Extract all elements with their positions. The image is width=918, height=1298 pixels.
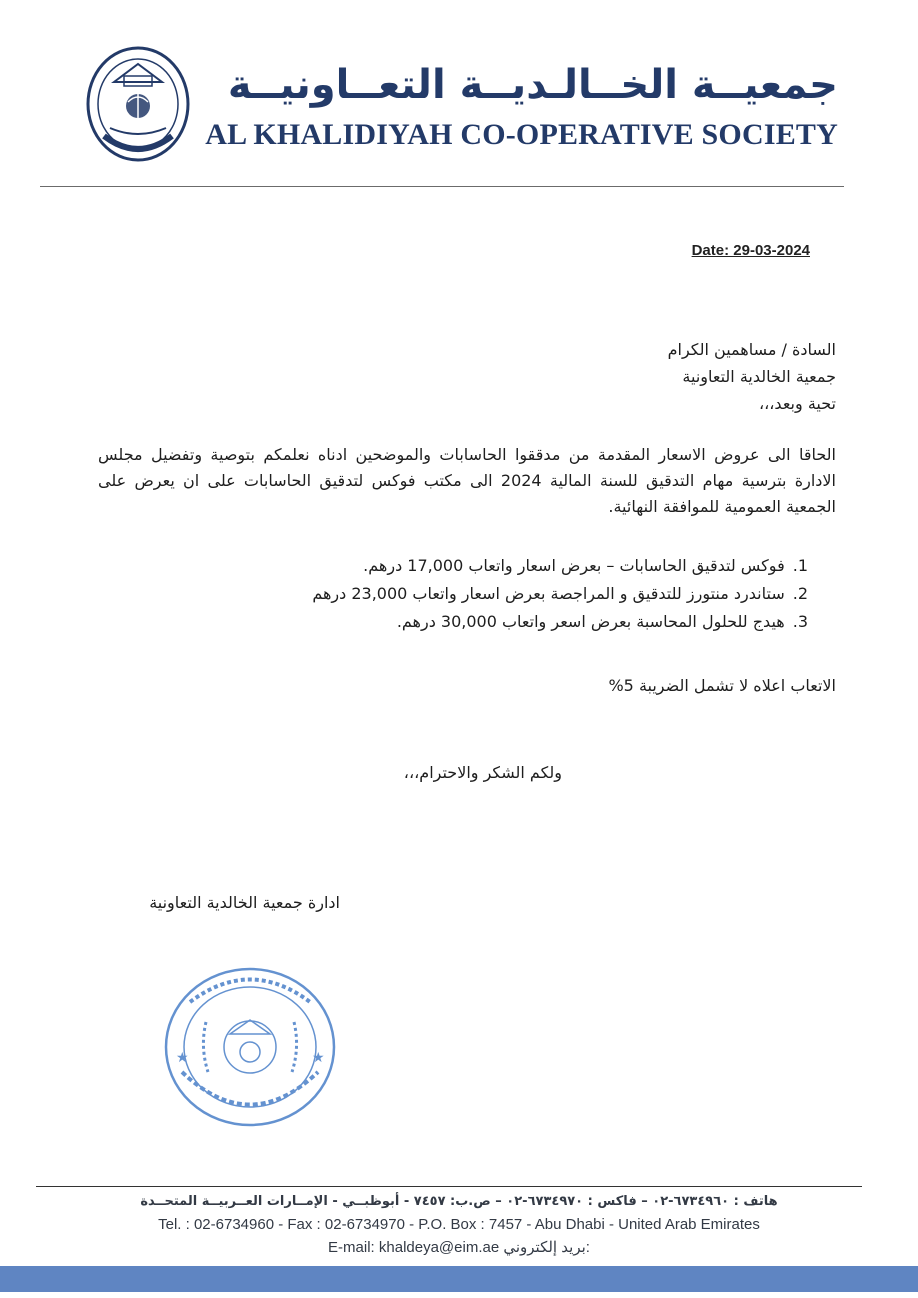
society-name-arabic: جمعيــة الخــالـديــة التعــاونيــة — [227, 62, 838, 108]
salutation-line-2: جمعية الخالدية التعاونية — [682, 367, 836, 386]
offers-list — [312, 552, 808, 636]
list-item: 2.ستاندرد منتورز للتدقيق و المراجصة بعرض اسعار واتعاب 23,000 درهم — [312, 584, 808, 603]
header-divider — [40, 186, 844, 187]
society-seal-stamp-icon — [160, 962, 340, 1132]
svg-text:★: ★ — [176, 1050, 189, 1066]
body-paragraph: الحاقا الى عروض الاسعار المقدمة من مدققوا الحاسابات والموضحين ادناه نعلمكم بتوصية وتفضيل مجلس الادارة بترسية مهام التدقيق للسنة المالية 2024 الى مكتب فوكس لتدقيق الحاسابات على ان يعرض على الجمعية العمومية للموافقة النهائية. — [98, 445, 837, 516]
list-item: 1.فوكس لتدقيق الحاسابات – بعرض اسعار واتعاب 17,000 درهم. — [363, 556, 808, 575]
letter-date: Date: 29-03-2024 — [691, 242, 810, 259]
footer-color-bar — [0, 1266, 918, 1292]
closing-line: ولكم الشكر والاحترام،،، — [403, 763, 562, 782]
salutation-line-3: تحية وبعد،،، — [758, 394, 836, 413]
signature-line: ادارة جمعية الخالدية التعاونية — [149, 893, 340, 912]
svg-text:★: ★ — [312, 1050, 325, 1066]
salutation-line-1: السادة / مساهمين الكرام — [667, 340, 836, 359]
footer-email[interactable]: E-mail: khaldeya@eim.ae بريد إلكتروني: — [328, 1239, 590, 1256]
tax-note: الاتعاب اعلاه لا تشمل الضريبة 5% — [608, 676, 836, 695]
footer-contact-arabic: هاتف : ٦٧٣٤٩٦٠-٠٢ – فاكس : ٦٧٣٤٩٧٠-٠٢ – ص.ب: ٧٤٥٧ - أبوظبــي - الإمــارات العــربيــة المتحــدة — [140, 1194, 778, 1209]
list-item: 3.هيدج للحلول المحاسبة بعرض اسعر واتعاب 30,000 درهم. — [396, 612, 808, 631]
footer-contact-english: Tel. : 02-6734960 - Fax : 02-6734970 - P.O. Box : 7457 - Abu Dhabi - United Arab Emirates — [158, 1216, 760, 1233]
footer-divider — [36, 1186, 862, 1187]
society-name-english: AL KHALIDIYAH CO-OPERATIVE SOCIETY — [205, 118, 838, 151]
